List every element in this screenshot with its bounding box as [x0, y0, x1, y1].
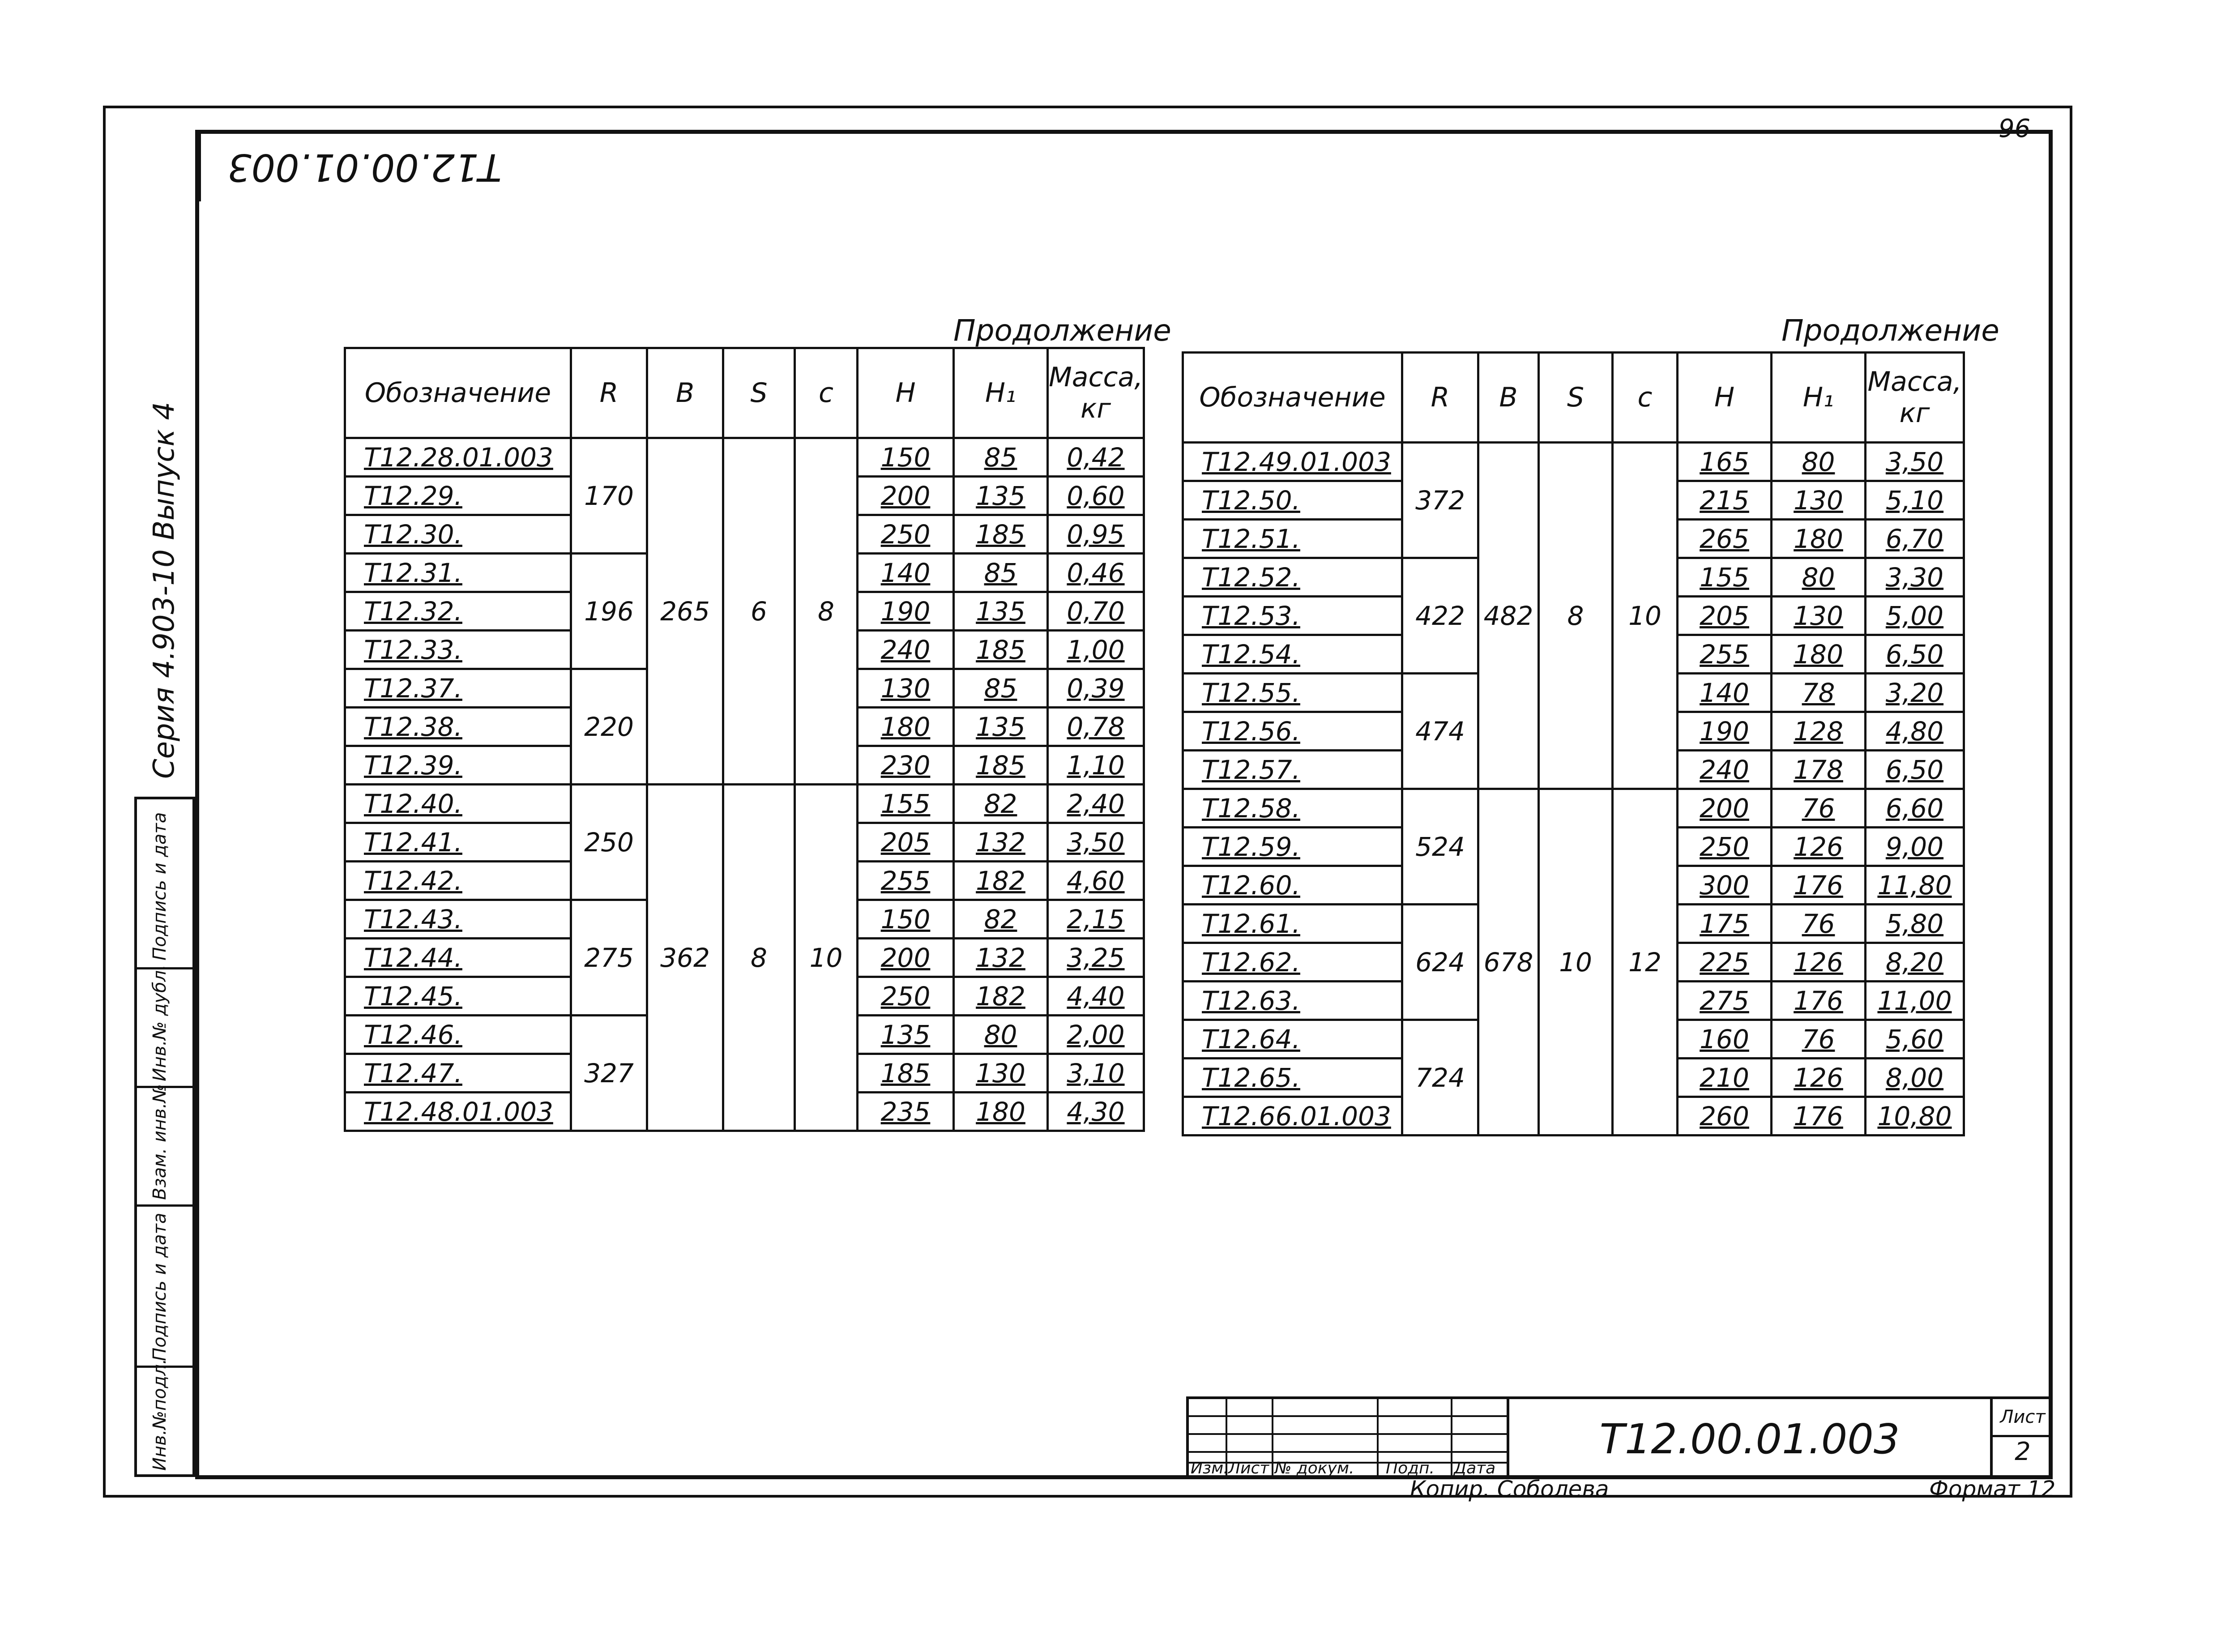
cell-H: 190	[858, 592, 954, 631]
cell-mass: 10,80	[1866, 1097, 1964, 1135]
cell-designation: Т12.41.	[345, 823, 571, 862]
cell-mass: 5,00	[1866, 597, 1964, 635]
title-block-code: Т12.00.01.003	[1507, 1399, 1990, 1479]
cell-R: 170	[571, 438, 647, 554]
cell-mass: 5,80	[1866, 905, 1964, 943]
cell-H1: 182	[954, 862, 1048, 900]
cell-designation: Т12.43.	[345, 900, 571, 939]
cell-H: 190	[1678, 712, 1772, 751]
header-B: B	[1478, 353, 1539, 443]
cell-mass: 3,50	[1048, 823, 1144, 862]
cell-S: 10	[1539, 789, 1613, 1135]
cell-mass: 4,30	[1048, 1093, 1144, 1131]
cell-R: 196	[571, 554, 647, 669]
cell-mass: 4,80	[1866, 712, 1964, 751]
header-S: S	[723, 348, 795, 438]
cell-H: 235	[858, 1093, 954, 1131]
cell-H1: 76	[1772, 1020, 1866, 1059]
cell-designation: Т12.32.	[345, 592, 571, 631]
cell-mass: 0,46	[1048, 554, 1144, 592]
sheet-number: 2	[2015, 1437, 2031, 1466]
tb-label-docnum: № докум.	[1275, 1459, 1354, 1477]
cell-H: 160	[1678, 1020, 1772, 1059]
cell-designation: Т12.61.	[1183, 905, 1402, 943]
cell-H1: 185	[954, 631, 1048, 669]
cell-H1: 132	[954, 823, 1048, 862]
header-H: H	[858, 348, 954, 438]
cell-designation: Т12.40.	[345, 785, 571, 823]
spec-table-right	[1182, 351, 1965, 1136]
cell-designation: Т12.62.	[1183, 943, 1402, 982]
cell-H1: 128	[1772, 712, 1866, 751]
header-c: c	[795, 348, 858, 438]
header-H1: H₁	[954, 348, 1048, 438]
cell-H1: 176	[1772, 866, 1866, 905]
cell-R: 524	[1402, 789, 1478, 905]
cell-designation: Т12.47.	[345, 1054, 571, 1093]
cell-H: 165	[1678, 443, 1772, 481]
cell-mass: 4,60	[1048, 862, 1144, 900]
cell-H1: 126	[1772, 828, 1866, 866]
cell-mass: 0,70	[1048, 592, 1144, 631]
cell-mass: 0,78	[1048, 708, 1144, 746]
cell-c: 12	[1613, 789, 1678, 1135]
cell-H: 130	[858, 669, 954, 708]
cell-designation: Т12.46.	[345, 1016, 571, 1054]
cell-H1: 82	[954, 900, 1048, 939]
cell-mass: 4,40	[1048, 977, 1144, 1016]
sheet-label: Лист	[1993, 1399, 2053, 1437]
cell-H1: 82	[954, 785, 1048, 823]
cell-designation: Т12.39.	[345, 746, 571, 785]
cell-mass: 2,15	[1048, 900, 1144, 939]
cell-c: 10	[795, 785, 858, 1131]
cell-designation: Т12.53.	[1183, 597, 1402, 635]
cell-designation: Т12.44.	[345, 939, 571, 977]
cell-H: 135	[858, 1016, 954, 1054]
cell-S: 8	[1539, 443, 1613, 789]
cell-H1: 80	[1772, 558, 1866, 597]
cell-mass: 0,42	[1048, 438, 1144, 477]
cell-designation: Т12.49.01.003	[1183, 443, 1402, 481]
cell-H1: 85	[954, 669, 1048, 708]
cell-designation: Т12.38.	[345, 708, 571, 746]
cell-B: 362	[647, 785, 723, 1131]
cell-H: 250	[858, 977, 954, 1016]
cell-designation: Т12.63.	[1183, 982, 1402, 1020]
cell-designation: Т12.54.	[1183, 635, 1402, 674]
cell-H1: 130	[1772, 481, 1866, 520]
cell-H: 255	[858, 862, 954, 900]
tb-label-data: Дата	[1454, 1459, 1496, 1477]
cell-mass: 11,80	[1866, 866, 1964, 905]
cell-H: 155	[1678, 558, 1772, 597]
cell-c: 10	[1613, 443, 1678, 789]
cell-H1: 85	[954, 554, 1048, 592]
cell-H1: 182	[954, 977, 1048, 1016]
cell-mass: 5,10	[1866, 481, 1964, 520]
cell-H1: 185	[954, 746, 1048, 785]
cell-mass: 6,60	[1866, 789, 1964, 828]
cell-H1: 130	[954, 1054, 1048, 1093]
cell-R: 474	[1402, 674, 1478, 789]
cell-S: 8	[723, 785, 795, 1131]
cell-H: 180	[858, 708, 954, 746]
cell-H: 210	[1678, 1059, 1772, 1097]
title-block-grid	[1189, 1399, 1507, 1479]
side-stamp	[134, 797, 195, 1477]
cell-mass: 2,00	[1048, 1016, 1144, 1054]
cell-mass: 9,00	[1866, 828, 1964, 866]
cell-H1: 80	[1772, 443, 1866, 481]
cell-designation: Т12.48.01.003	[345, 1093, 571, 1131]
cell-H: 205	[1678, 597, 1772, 635]
cell-mass: 6,50	[1866, 635, 1964, 674]
header-B: B	[647, 348, 723, 438]
header-R: R	[1402, 353, 1478, 443]
cell-H1: 135	[954, 592, 1048, 631]
header-R: R	[571, 348, 647, 438]
cell-H: 200	[1678, 789, 1772, 828]
cell-H: 150	[858, 900, 954, 939]
cell-H: 225	[1678, 943, 1772, 982]
cell-R: 624	[1402, 905, 1478, 1020]
cell-designation: Т12.37.	[345, 669, 571, 708]
header-mass: Масса, кг	[1048, 348, 1144, 438]
cell-R: 372	[1402, 443, 1478, 558]
cell-mass: 0,95	[1048, 515, 1144, 554]
cell-S: 6	[723, 438, 795, 785]
cell-mass: 1,10	[1048, 746, 1144, 785]
cell-H: 200	[858, 477, 954, 515]
cell-mass: 1,00	[1048, 631, 1144, 669]
cell-mass: 3,25	[1048, 939, 1144, 977]
cell-R: 250	[571, 785, 647, 900]
cell-mass: 11,00	[1866, 982, 1964, 1020]
cell-H: 215	[1678, 481, 1772, 520]
cell-H: 175	[1678, 905, 1772, 943]
cell-H: 255	[1678, 635, 1772, 674]
cell-designation: Т12.45.	[345, 977, 571, 1016]
cell-designation: Т12.64.	[1183, 1020, 1402, 1059]
cell-H: 205	[858, 823, 954, 862]
side-cell-5: Подпись и дата	[137, 799, 192, 969]
cell-mass: 6,50	[1866, 751, 1964, 789]
tb-label-izm: Изм.	[1191, 1459, 1229, 1477]
cell-H: 275	[1678, 982, 1772, 1020]
cell-B: 265	[647, 438, 723, 785]
cell-H: 140	[858, 554, 954, 592]
tb-label-list: Лист	[1228, 1459, 1269, 1477]
cell-designation: Т12.29.	[345, 477, 571, 515]
cell-mass: 3,20	[1866, 674, 1964, 712]
cell-designation: Т12.58.	[1183, 789, 1402, 828]
cell-H1: 178	[1772, 751, 1866, 789]
tb-label-podp: Подп.	[1386, 1459, 1435, 1477]
cell-H1: 130	[1772, 597, 1866, 635]
cell-H1: 78	[1772, 674, 1866, 712]
series-label: Серия 4.903-10 Выпуск 4	[148, 401, 181, 779]
cell-H1: 176	[1772, 982, 1866, 1020]
cell-designation: Т12.30.	[345, 515, 571, 554]
cell-H1: 132	[954, 939, 1048, 977]
cell-H1: 135	[954, 708, 1048, 746]
header-H1: H₁	[1772, 353, 1866, 443]
cell-mass: 5,60	[1866, 1020, 1964, 1059]
cell-H: 265	[1678, 520, 1772, 558]
format-label: Формат 12	[1929, 1476, 2056, 1502]
cell-c: 8	[795, 438, 858, 785]
cell-R: 275	[571, 900, 647, 1016]
cell-H: 260	[1678, 1097, 1772, 1135]
cell-H: 240	[858, 631, 954, 669]
cell-designation: Т12.50.	[1183, 481, 1402, 520]
cell-R: 220	[571, 669, 647, 785]
cell-R: 327	[571, 1016, 647, 1131]
cell-R: 422	[1402, 558, 1478, 674]
cell-H1: 180	[1772, 635, 1866, 674]
cell-mass: 3,30	[1866, 558, 1964, 597]
cell-mass: 6,70	[1866, 520, 1964, 558]
side-cell-1: Инв.№подл.	[149, 1358, 170, 1471]
cell-H: 240	[1678, 751, 1772, 789]
continue-label-left: Продолжение	[953, 313, 1171, 348]
cell-B: 482	[1478, 443, 1539, 789]
side-cell-3: Взам. инв.№	[137, 1088, 192, 1207]
spec-table-left	[344, 347, 1145, 1132]
cell-designation: Т12.56.	[1183, 712, 1402, 751]
cell-designation: Т12.28.01.003	[345, 438, 571, 477]
cell-mass: 2,40	[1048, 785, 1144, 823]
cell-mass: 8,00	[1866, 1059, 1964, 1097]
cell-H1: 180	[954, 1093, 1048, 1131]
side-cell-2: Подпись и дата	[137, 1207, 192, 1368]
cell-H1: 76	[1772, 905, 1866, 943]
table-row	[345, 438, 1144, 477]
cell-designation: Т12.65.	[1183, 1059, 1402, 1097]
cell-H1: 76	[1772, 789, 1866, 828]
cell-designation: Т12.60.	[1183, 866, 1402, 905]
cell-H1: 85	[954, 438, 1048, 477]
title-block-sheet	[1990, 1399, 2053, 1479]
cell-H: 250	[858, 515, 954, 554]
cell-H1: 180	[1772, 520, 1866, 558]
header-designation: Обозначение	[1183, 353, 1402, 443]
cell-H: 200	[858, 939, 954, 977]
cell-designation: Т12.31.	[345, 554, 571, 592]
header-H: H	[1678, 353, 1772, 443]
cell-H1: 80	[954, 1016, 1048, 1054]
title-block	[1186, 1396, 2053, 1479]
cell-designation: Т12.55.	[1183, 674, 1402, 712]
cell-designation: Т12.66.01.003	[1183, 1097, 1402, 1135]
cell-mass: 3,50	[1866, 443, 1964, 481]
continue-label-right: Продолжение	[1781, 313, 1999, 348]
cell-H: 155	[858, 785, 954, 823]
cell-H: 150	[858, 438, 954, 477]
cell-H1: 176	[1772, 1097, 1866, 1135]
cell-H1: 135	[954, 477, 1048, 515]
cell-designation: Т12.57.	[1183, 751, 1402, 789]
cell-mass: 0,60	[1048, 477, 1144, 515]
cell-designation: Т12.42.	[345, 862, 571, 900]
cell-B: 678	[1478, 789, 1539, 1135]
cell-H1: 185	[954, 515, 1048, 554]
table-row	[345, 785, 1144, 823]
cell-H: 185	[858, 1054, 954, 1093]
page-number-top: 96	[1999, 114, 2031, 143]
table-row	[1183, 789, 1964, 828]
cell-H: 140	[1678, 674, 1772, 712]
header-S: S	[1539, 353, 1613, 443]
header-mass: Масса, кг	[1866, 353, 1964, 443]
cell-H: 300	[1678, 866, 1772, 905]
cell-designation: Т12.52.	[1183, 558, 1402, 597]
rotated-document-code: Т12.00.01.003	[197, 130, 528, 201]
cell-mass: 8,20	[1866, 943, 1964, 982]
cell-H: 250	[1678, 828, 1772, 866]
cell-designation: Т12.33.	[345, 631, 571, 669]
header-designation: Обозначение	[345, 348, 571, 438]
cell-designation: Т12.51.	[1183, 520, 1402, 558]
table-row	[1183, 443, 1964, 481]
copied-by: Копир. Соболева	[1410, 1476, 1609, 1502]
cell-mass: 3,10	[1048, 1054, 1144, 1093]
cell-designation: Т12.59.	[1183, 828, 1402, 866]
side-cell-4: Инв.№ дубл.	[137, 969, 192, 1088]
cell-R: 724	[1402, 1020, 1478, 1135]
cell-H: 230	[858, 746, 954, 785]
cell-mass: 0,39	[1048, 669, 1144, 708]
header-c: c	[1613, 353, 1678, 443]
cell-H1: 126	[1772, 943, 1866, 982]
cell-H1: 126	[1772, 1059, 1866, 1097]
